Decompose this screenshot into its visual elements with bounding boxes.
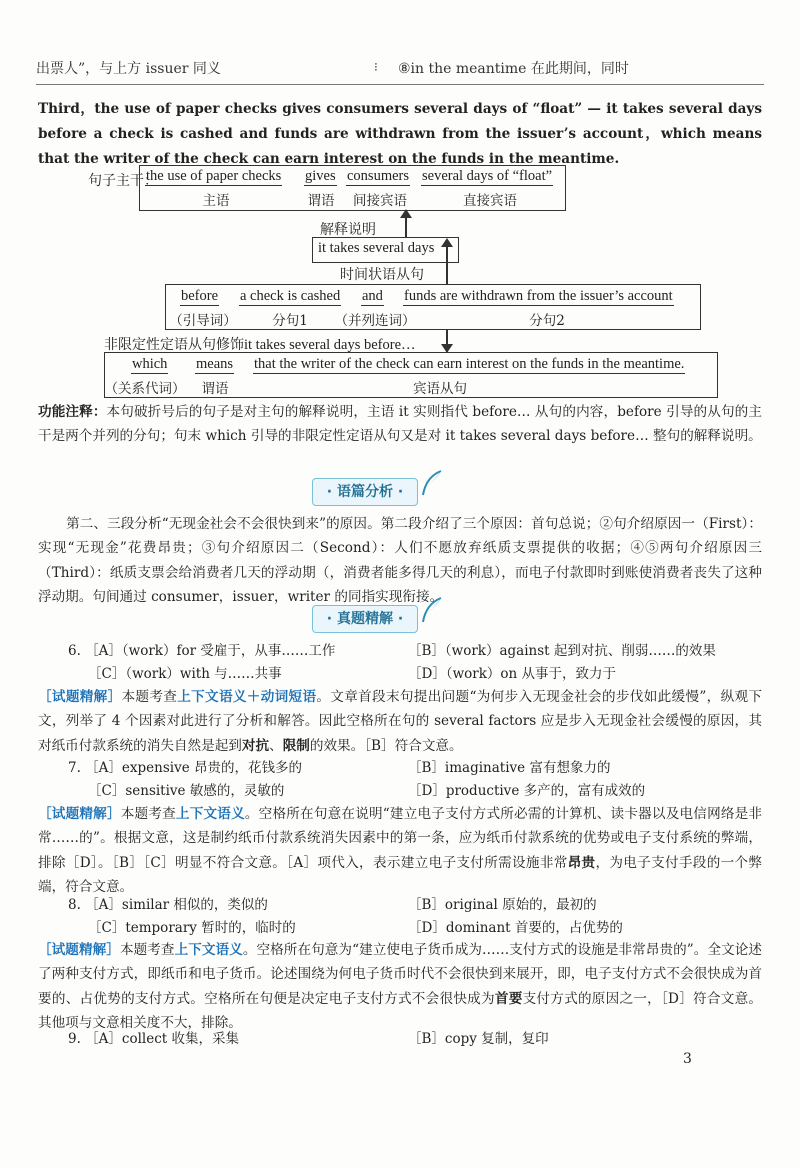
time-clause-conj: before [181,288,219,304]
explanation-body: 。空格所在句意为“建立使电子货币成为……支付方式的设施是非常昂贵的”。全文论述了两种支付方式，即纸币和电子货币。论述围绕为何电子货币时代不会很快到来展开，即，电子支付方式不会很快成为首要的、占优势的支付方式。空格所在句便是决定电子支付方式不会很快成为 [38,942,762,1007]
trunk-indirect-object: consumers [347,168,410,184]
relative-label-prefix: 非限定性定语从句修饰 [104,337,244,353]
clause1-role: 时间状语从句 [340,267,424,283]
explanation-body: ，为电子支付手段的一个弊端，符合文意。 [38,854,763,895]
explanation-lead: ［试题精解］ [38,689,122,705]
feather-pen-icon [419,596,445,624]
function-note-lead: 功能注释： [38,404,107,420]
q7-explanation [38,802,762,899]
q9-option-b: ［B］copy 复制，复印 [408,1031,549,1047]
explanation-body: 。空格所在句意在说明“建立电子支付方式所必需的计算机、读卡器以及电信网络是非常……的”。根据文意，这是制约纸币付款系统消失因素中的第一条，应为纸币付款系统的优势或电子支付系统的弊端，排除［D］。［B］［C］明显不符合文意。［A］项代入，表示建立电子支付所需设施非常 [38,806,763,871]
relative-pronoun: which [132,356,168,372]
q6-option-c: ［C］（work）with 与……共事 [88,666,282,682]
feather-pen-icon [419,469,445,497]
page-number: 3 [683,1051,692,1067]
trunk-subject: the use of paper checks [146,168,282,184]
role-part2: 分句2 [529,313,565,329]
relative-label-eng: it takes several days before… [244,337,416,353]
running-header-right: ⑧in the meantime 在此期间，同时 [398,61,629,77]
role-conj: （引导词） [169,313,237,329]
object-clause: that the writer of the check can earn interest on the funds in the meantime. [254,356,685,372]
role-predicate: 谓语 [307,193,335,209]
q8-option-b: ［B］original 原始的，最初的 [408,897,597,913]
trunk-predicate: gives [305,168,336,184]
time-clause-and: and [362,288,383,304]
explanation-lead: ［试题精解］ [38,942,120,958]
time-clause-part2: funds are withdrawn from the issuer’s account [404,288,673,304]
explanation-body: 的效果。［B］符合文意。 [309,737,463,754]
relative-predicate: means [196,356,234,372]
q8-option-d: ［D］dominant 首要的，占优势的 [408,920,623,936]
keyword: 对抗 [241,737,270,754]
explanation-pre: 本题考查 [120,806,176,822]
discourse-analysis [38,512,762,609]
q6-option-a: 6. ［A］（work）for 受雇于，从事……工作 [68,643,336,659]
role-and: （并列连词） [334,313,416,329]
explanation-focus: 上下文语义 [174,942,243,958]
analyzed-sentence: Third，the use of paper checks gives consumers several days of “float” — it takes several days before a check is cashed and funds are withdrawn from the issuer’s account，which means that the writer of the check can earn interest on the funds in the meantime. [38,101,762,167]
binding-mark-icon: ⁝ [374,60,378,74]
function-note [38,400,762,449]
arrow-up-icon [400,209,412,218]
discourse-analysis-text: 第二、三段分析“无现金社会不会很快到来”的原因。第二段介绍了三个原因：首句总说；②句介绍原因一（First）：实现“无现金”花费昂贵；③句介绍原因二（Second）：人们不愿放弃纸质支票提供的收据；④⑤两句介绍原因三（Third）：纸质支票会给消费者几天的浮动期（，消费者能多得几天的利息），而电子付款即时到账使消费者丧失了这种浮动期。句间通过 consumer，issuer，writer 的同指实现衔接。 [38,516,763,605]
clause1-text: it takes several days [318,240,435,256]
arrow-shaft [446,246,448,284]
arrow-shaft [405,217,407,237]
function-note-text: 本句破折号后的句子是对主句的解释说明，主语 it 实则指代 before… 从句的内容，before 引导的从句的主干是两个并列的分句；句末 which 引导的非限定性定语从句又是对 it takes several days before… 整句的解释说明。 [38,404,762,445]
explanation-focus: 上下文语义 [175,806,245,822]
keyword: 首要 [494,990,523,1007]
trunk-direct-object: several days of “float” [422,168,553,184]
trunk-label: 句子主干： [88,173,158,189]
q8-option-a: 8. ［A］similar 相似的，类似的 [68,897,268,913]
q6-option-d: ［D］（work）on 从事于，致力于 [408,666,617,682]
explanation-body: 。文章首段末句提出问题“为何步入无现金社会的步伐如此缓慢”，纵观下文，列举了 4 个因素对此进行了分析和解答。因此空格所在句的 several factors 应是步入无现金社会缓慢的原因，其对纸币付款系统的消失自然是起到 [38,689,763,754]
explanation-focus: 上下文语义＋动词短语 [177,689,317,705]
header-divider [36,84,764,85]
role-relative-predicate: 谓语 [201,381,229,397]
relative-label [104,334,416,354]
q9-option-a: 9. ［A］collect 收集，采集 [68,1031,240,1047]
q7-option-c: ［C］sensitive 敏感的，灵敏的 [88,783,285,799]
q6-option-b: ［B］（work）against 起到对抗、削弱……的效果 [408,643,716,659]
role-direct-object: 直接宾语 [463,193,517,209]
role-object-clause: 宾语从句 [413,381,467,397]
role-relative-pronoun: （关系代词） [104,381,186,397]
role-part1: 分句1 [272,313,308,329]
separator: 、 [269,737,283,754]
keyword: 限制 [282,737,310,754]
q6-explanation [38,685,762,758]
running-header-left: 出票人”，与上方 issuer 同义 [36,61,221,77]
section-title: · 语篇分析 · [326,484,404,500]
explanation-body: 支付方式的原因之一，［D］符合文意。其他项与文意相关度不大，排除。 [38,990,763,1031]
section-badge-discourse [312,478,418,506]
explain-label: 解释说明 [320,222,376,238]
time-clause-part1: a check is cashed [240,288,341,304]
explanation-pre: 本题考查 [121,689,178,705]
section-title: · 真题精解 · [326,611,404,627]
role-indirect-object: 间接宾语 [353,193,407,209]
explanation-lead: ［试题精解］ [38,806,121,822]
explanation-pre: 本题考查 [119,942,175,958]
q8-option-c: ［C］temporary 暂时的，临时的 [88,920,296,936]
q8-explanation [38,938,762,1035]
role-subject: 主语 [202,193,230,209]
q7-option-a: 7. ［A］expensive 昂贵的，花钱多的 [68,760,303,776]
q7-option-d: ［D］productive 多产的，富有成效的 [408,783,646,799]
keyword: 昂贵 [567,854,596,871]
q7-option-b: ［B］imaginative 富有想象力的 [408,760,611,776]
section-badge-solutions [312,605,418,633]
